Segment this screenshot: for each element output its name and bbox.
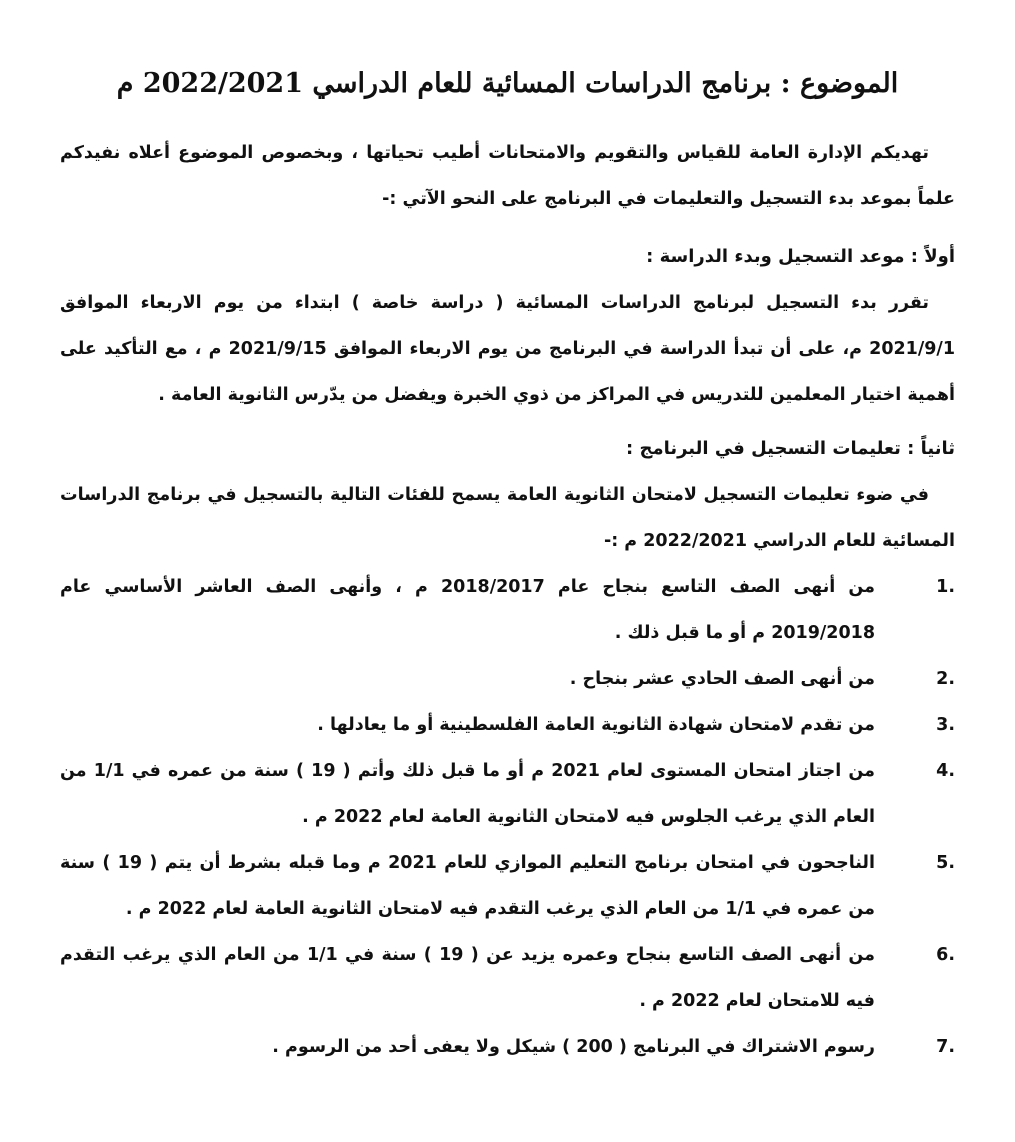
list-item-number: 1. xyxy=(936,577,955,597)
section2-text: في ضوء تعليمات التسجيل لامتحان الثانوية العامة يسمح للفئات التالية بالتسجيل في برنامج الدراسات المسائية للعام الدراسي 2022/2021 م :- xyxy=(60,485,955,551)
list-item-text: من أنهى الصف الحادي عشر بنجاح . xyxy=(569,669,875,689)
list-item-text: من أنهى الصف التاسع بنجاح عام 2018/2017 م ، وأنهى الصف العاشر الأساسي عام 2019/2018 م أو ما قبل ذلك . xyxy=(60,577,875,643)
section1-heading: أولاً : موعد التسجيل وبدء الدراسة : xyxy=(646,246,955,267)
list-item xyxy=(60,656,955,702)
list-item-number: 5. xyxy=(936,853,955,873)
section2-heading: ثانياً : تعليمات التسجيل في البرنامج : xyxy=(626,438,955,459)
list-item xyxy=(60,748,955,840)
list-item-number: 4. xyxy=(936,761,955,781)
intro-text: تهديكم الإدارة العامة للقياس والتقويم والامتحانات أطيب تحياتها ، وبخصوص الموضوع أعلاه نفيدكم علماً بموعد بدء التسجيل والتعليمات في البرنامج على النحو الآتي :- xyxy=(60,143,955,209)
list-item-text: من أنهى الصف التاسع بنجاح وعمره يزيد عن ( 19 ) سنة في 1/1 من العام الذي يرغب التقدم فيه للامتحان لعام 2022 م . xyxy=(60,945,875,1011)
list-item-number: 7. xyxy=(936,1037,955,1057)
section1-text: تقرر بدء التسجيل لبرنامج الدراسات المسائية ( دراسة خاصة ) ابتداء من يوم الاربعاء الموافق 2021/9/1 م، على أن تبدأ الدراسة في البرنامج من يوم الاربعاء الموافق 2021/9/15 م ، مع التأكيد على أهمية اختيار المعلمين للتدريس في المراكز من ذوي الخبرة ويفضل من يدّرس الثانوية العامة . xyxy=(60,293,955,405)
eligibility-list xyxy=(60,564,955,1070)
list-item-text: الناجحون في امتحان برنامج التعليم الموازي للعام 2021 م وما قبله بشرط أن يتم ( 19 ) سنة من عمره في 1/1 من العام الذي يرغب التقدم فيه لامتحان الثانوية العامة لعام 2022 م . xyxy=(60,853,875,919)
list-item-number: 2. xyxy=(936,669,955,689)
list-item-text: من اجتاز امتحان المستوى لعام 2021 م أو ما قبل ذلك وأتم ( 19 ) سنة من عمره في 1/1 من العام الذي يرغب الجلوس فيه لامتحان الثانوية العامة لعام 2022 م . xyxy=(60,761,875,827)
list-item xyxy=(60,840,955,932)
list-item xyxy=(60,702,955,748)
list-item-text: رسوم الاشتراك في البرنامج ( 200 ) شيكل ولا يعفى أحد من الرسوم . xyxy=(272,1037,875,1057)
list-item-text: من تقدم لامتحان شهادة الثانوية العامة الفلسطينية أو ما يعادلها . xyxy=(317,715,875,735)
list-item xyxy=(60,564,955,656)
intro-paragraph xyxy=(60,130,955,222)
list-item-number: 6. xyxy=(936,945,955,965)
list-item xyxy=(60,932,955,1024)
document-body xyxy=(60,130,955,1070)
section2-paragraph xyxy=(60,472,955,564)
list-item xyxy=(60,1024,955,1070)
section1-paragraph xyxy=(60,280,955,418)
list-item-number: 3. xyxy=(936,715,955,735)
document-title: الموضوع : برنامج الدراسات المسائية للعام الدراسي 2022/2021 م xyxy=(116,68,899,99)
